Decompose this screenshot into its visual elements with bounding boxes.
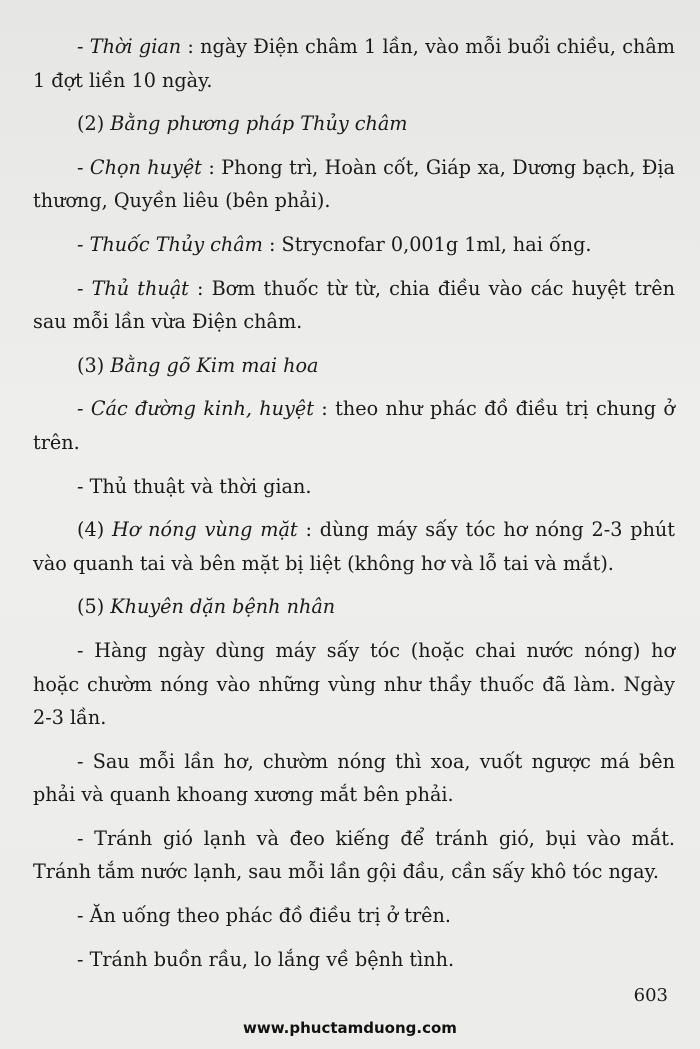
page-number: 603 [633, 985, 668, 1006]
paragraph: - Thủ thuật : Bơm thuốc từ từ, chia điều vào các huyệt trên sau mỗi lần vừa Điện châm. [33, 276, 675, 334]
section-heading: (5) Khuyên dặn bệnh nhân [77, 595, 336, 619]
section-heading: (2) Bằng phương pháp Thủy châm [77, 112, 408, 136]
page-body [33, 30, 675, 986]
paragraph: - Chọn huyệt : Phong trì, Hoàn cốt, Giáp xa, Dương bạch, Địa thương, Quyền liêu (bên phải). [33, 155, 675, 213]
paragraph: - Thủ thuật và thời gian. [77, 474, 312, 498]
paragraph: - Tránh buồn rầu, lo lắng về bệnh tình. [77, 947, 455, 971]
paragraph: - Thời gian : ngày Điện châm 1 lần, vào mỗi buổi chiều, châm 1 đợt liền 10 ngày. [33, 35, 675, 92]
section-heading: (3) Bằng gõ Kim mai hoa [77, 353, 319, 377]
paragraph: - Hàng ngày dùng máy sấy tóc (hoặc chai nước nóng) hơ hoặc chườm nóng vào những vùng như thầy thuốc đã làm. Ngày 2-3 lần. [33, 638, 675, 730]
paragraph: - Ăn uống theo phác đồ điều trị ở trên. [77, 904, 451, 928]
paragraph: - Thuốc Thủy châm : Strycnofar 0,001g 1ml, hai ống. [77, 232, 592, 256]
paragraph: - Sau mỗi lần hơ, chườm nóng thì xoa, vuốt ngược má bên phải và quanh khoang xương mắt bên phải. [33, 749, 675, 807]
paragraph: - Các đường kinh, huyệt : theo như phác đồ điều trị chung ở trên. [33, 397, 675, 454]
paragraph: (4) Hơ nóng vùng mặt : dùng máy sấy tóc hơ nóng 2-3 phút vào quanh tai và bên mặt bị liệt (không hơ và lỗ tai và mắt). [33, 518, 675, 575]
website-footer: www.phuctamduong.com [243, 1019, 457, 1037]
paragraph: - Tránh gió lạnh và đeo kiếng để tránh gió, bụi vào mắt. Tránh tắm nước lạnh, sau mỗi lần gội đầu, cần sấy khô tóc ngay. [33, 826, 675, 884]
